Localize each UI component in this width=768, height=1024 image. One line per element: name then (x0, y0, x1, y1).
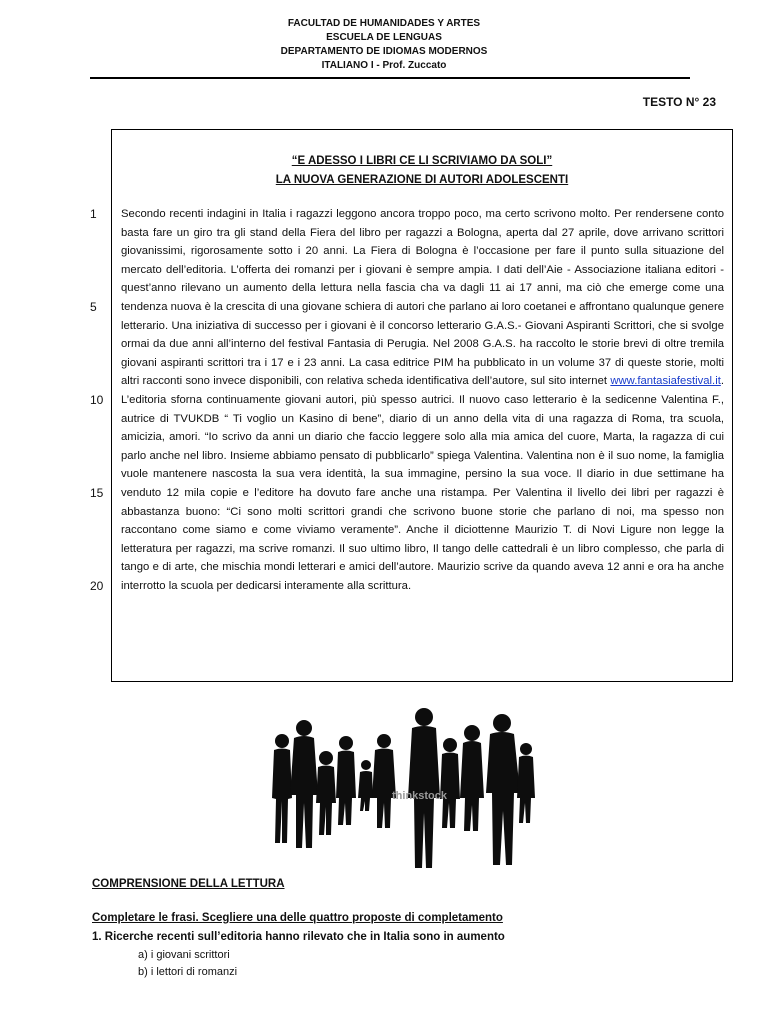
line-number-5: 5 (90, 300, 97, 314)
article-text-part1: Secondo recenti indagini in Italia i ragazzi leggono ancora troppo poco, ma certo scrivono molto. Per rendersene conto basta fare un giro tra gli stand della Fiera del libro per ragazzi a Bologna, aperta dal 27 aprile, dove arrivano scrittori giovanissimi, rigorosamente sotto i 20 anni. La Fiera di Bologna è l’occasione per fare il punto sulla situazione del mercato dell’editoria. L’offerta dei romanzi per i giovani è sempre ampia. I dati dell’Aie - Associazione italiana editori - quest’anno rilevano un aumento della lettura nella fascia cha va dagli 11 ai 17 anni, ma ciò che emerge come una tendenza nuova è la crescita di una giovane schiera di autori che parlano ai loro coetanei e affrontano qualunque genere letterario. Una iniziativa di successo per i giovani è il concorso letterario G.A.S.- Giovani Aspiranti Scrittori, che si svolge ormai da due anni all’interno del festival Fantasia di Perugia. Nel 2008 G.A.S. ha raccolto le storie brevi di oltre tremila giovani aspiranti scrittori tra i 17 e i 23 anni. La casa editrice PIM ha pubblicato in un volume 37 di queste storie, molti altri racconti sono invece disponibili, con relativa scheda identificativa dell’autore, sul sito internet (121, 208, 724, 388)
header-course: ITALIANO I - Prof. Zuccato (321, 60, 447, 71)
header-divider (90, 77, 690, 79)
article-body (121, 205, 724, 595)
festival-link[interactable]: www.fantasiafestival.it (610, 375, 721, 388)
option-a[interactable]: a) i giovani scrittori (138, 949, 230, 961)
article-title (111, 152, 733, 190)
article-title-line2: LA NUOVA GENERAZIONE DI AUTORI ADOLESCENTI (275, 174, 569, 186)
option-b[interactable]: b) i lettori di romanzi (138, 966, 238, 978)
exercise-instruction: Completare le frasi. Scegliere una delle quattro proposte di completamento (92, 912, 503, 924)
question-1: 1. Ricerche recenti sull’editoria hanno rilevato che in Italia sono in aumento (92, 931, 505, 943)
line-number-10: 10 (90, 393, 104, 407)
article-text-part2: . L’editoria sforna continuamente giovani autori, più spesso autrici. Il nuovo caso letterario è la sedicenne Valentina F., autrice di TVUKDB “ Ti voglio un Kasino di bene”, diario di un anno della vita di una ragazza di Roma, tra scuola, amicizia, amori. “Io scrivo da anni un diario che faccio leggere solo alla mia amica del cuore, Marta, la ragazza di cui parlo anche nel libro. Insieme abbiamo pensato di pubblicarlo” spiega Valentina. Valentina non è il suo nome, la famiglia vuole mantenere nascosta la sua vera identità, la sua immagine, persino la sua voce. Il diario in due settimane ha venduto 12 mila copie e l’editore ha dovuto fare anche una ristampa. Per Valentina il livello dei libri per ragazzi è abbastanza buono: “Ci sono molti scrittori grandi che scrivono buone storie che parlano di noi, ma spesso non raccontano come siamo e come viviamo veramente”. Anche il diciottenne Maurizio T. di Novi Ligure non legge la letteratura per ragazzi, ma scrive romanzi. Il suo ultimo libro, Il tango delle cattedrali è un libro complesso, che parla di tango e di arte, che mischia mondi letterari e amici dell’autore. Maurizio scrive da quando aveva 12 anni e ora ha anche interrotto la scuola per dedicarsi interamente alla scrittura. (121, 375, 724, 592)
line-number-1: 1 (90, 207, 97, 221)
header-faculty: FACULTAD DE HUMANIDADES Y ARTES (287, 18, 481, 29)
line-number-15: 15 (90, 486, 104, 500)
line-number-20: 20 (90, 579, 104, 593)
header-school: ESCUELA DE LENGUAS (326, 32, 442, 43)
section-title: COMPRENSIONE DELLA LETTURA (92, 878, 285, 890)
article-title-line1: “E ADESSO I LIBRI CE LI SCRIVIAMO DA SOLI” (291, 155, 553, 167)
header-department: DEPARTAMENTO DE IDIOMAS MODERNOS (280, 46, 488, 57)
institution-header (0, 17, 768, 73)
image-watermark: thinkstock (392, 790, 448, 802)
crowd-silhouette-image (268, 703, 536, 873)
testo-number: TESTO N° 23 (642, 95, 716, 109)
